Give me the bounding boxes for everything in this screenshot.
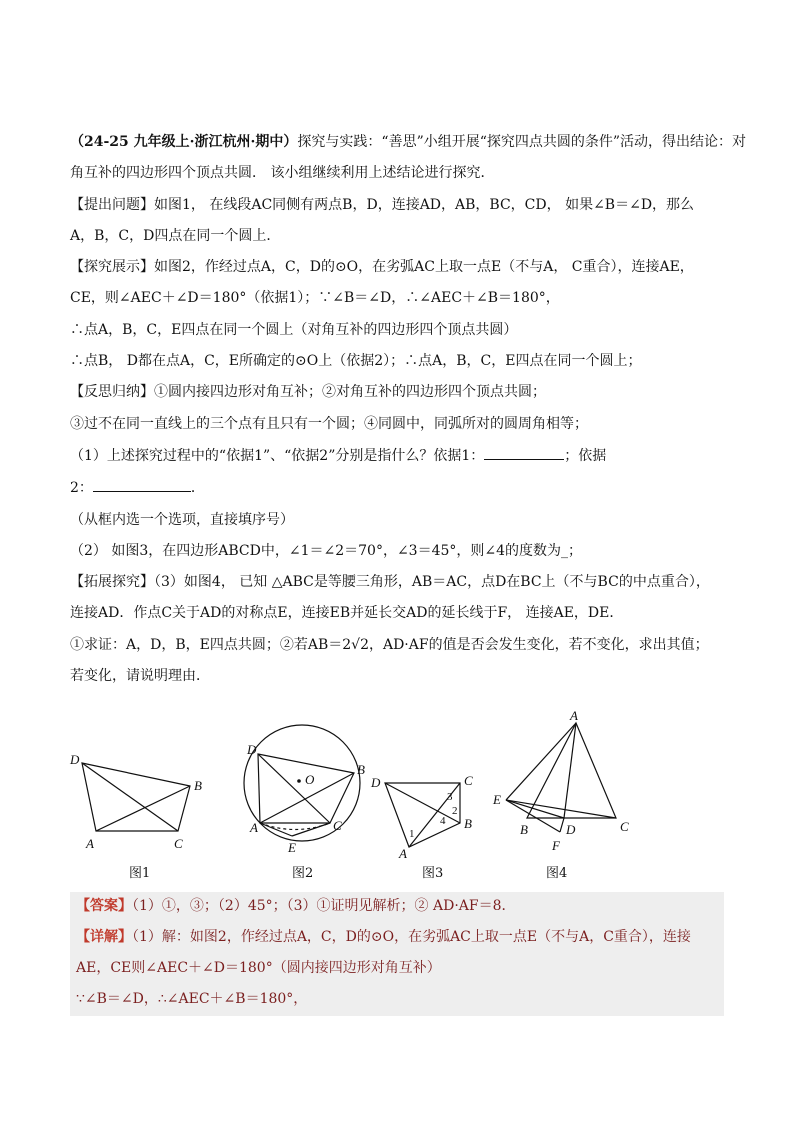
fig4-label-d: D bbox=[566, 822, 576, 837]
detail-line bbox=[76, 927, 691, 947]
segment-AE bbox=[506, 723, 576, 800]
raise-line bbox=[70, 195, 726, 215]
ext-label: 【拓展探究】 bbox=[70, 574, 154, 591]
detail-line-2: AE，CE则∠AEC＋∠D＝180°（圆内接四边形对角互补） bbox=[76, 960, 441, 976]
fig3-label-d: D bbox=[371, 775, 381, 790]
detail-label: 【详解】 bbox=[76, 929, 132, 945]
fig4-label-a: A bbox=[570, 708, 578, 723]
fig3-angle-3: 3 bbox=[447, 791, 453, 803]
center-o-dot bbox=[297, 779, 301, 783]
reflect-text: ①圆内接四边形对角互补；②对角互补的四边形四个顶点共圆； bbox=[154, 384, 546, 401]
figure-4-caption: 图4 bbox=[546, 866, 568, 881]
figures-row bbox=[60, 708, 740, 883]
fig3-angle-2: 2 bbox=[452, 805, 458, 817]
triangle-ABC bbox=[527, 723, 616, 818]
q1b-text: 2： bbox=[70, 480, 93, 497]
detail-line-3: ∵∠B＝∠D，∴∠AEC＋∠B＝180°， bbox=[76, 991, 308, 1007]
q1b-after: ． bbox=[190, 480, 205, 497]
answer-box bbox=[70, 892, 724, 1016]
question-2: （2） 如图3，在四边形ABCD中，∠1＝∠2＝70°，∠3＝45°，则∠4的度数为_； bbox=[70, 542, 583, 559]
reflect-label: 【反思归纳】 bbox=[70, 384, 154, 401]
intro-text: 探究与实践：“善思”小组开展“探究四点共圆的条件”活动，得出结论：对 bbox=[297, 134, 747, 150]
fig1-label-d: D bbox=[70, 752, 80, 767]
fig3-angle-4: 4 bbox=[440, 815, 446, 827]
show-line bbox=[70, 257, 726, 277]
intro-line-2: 角互补的四边形四个顶点共圆． 该小组继续利用上述结论进行探究． bbox=[70, 165, 495, 182]
answer-blank-1[interactable] bbox=[484, 445, 564, 460]
fig2-label-d: D bbox=[247, 742, 257, 757]
diagonal-AB bbox=[96, 786, 190, 831]
extension-line-4: 若变化，请说明理由． bbox=[70, 668, 210, 685]
quad-DBCA bbox=[258, 754, 354, 823]
question-1b bbox=[70, 477, 726, 498]
fig1-label-a: A bbox=[86, 836, 94, 851]
figure-2-caption: 图2 bbox=[292, 866, 314, 881]
figure-3-caption: 图3 bbox=[422, 866, 444, 881]
fig1-label-b: B bbox=[194, 778, 202, 793]
intro-line bbox=[70, 132, 747, 152]
fig1-label-c: C bbox=[174, 836, 183, 851]
raise-line-2: A，B，C，D四点在同一个圆上． bbox=[70, 227, 281, 244]
ext-text: （3）如图4， 已知 △ABC是等腰三角形，AB＝AC，点D在BC上（不与BC的中点重合）， bbox=[154, 574, 710, 591]
extension-DF bbox=[560, 818, 564, 832]
figure-4-diagram bbox=[490, 708, 660, 860]
quad-ADCB bbox=[82, 763, 190, 831]
figure-2-diagram bbox=[235, 708, 370, 860]
answer-label: 【答案】 bbox=[76, 898, 132, 914]
segment-EC bbox=[506, 800, 616, 818]
fig4-label-e: E bbox=[493, 792, 501, 807]
question-1-note: （从框内选一个选项，直接填序号） bbox=[70, 511, 294, 528]
fig4-label-b: B bbox=[520, 822, 528, 837]
fig3-label-c: C bbox=[464, 773, 473, 788]
figure-3-diagram bbox=[363, 768, 483, 860]
source-tag: （24-25 九年级上·浙江杭州·期中） bbox=[70, 134, 298, 150]
diagonal-DB bbox=[385, 783, 460, 823]
fig2-label-b: B bbox=[357, 762, 365, 777]
show-line-4: ∴点B， D都在点A，C，E所确定的⊙O上（依据2）；∴点A，B，C，E四点在同一个圆上； bbox=[70, 353, 642, 370]
fig2-label-o: O bbox=[305, 772, 315, 787]
show-text: 如图2，作经过点A，C，D的⊙O，在劣弧AC上取一点E（不与A， C重合），连接AE， bbox=[154, 259, 694, 276]
segment-AE bbox=[260, 823, 292, 836]
show-line-2: CE，则∠AEC＋∠D＝180°（依据1）；∵∠B＝∠D，∴∠AEC＋∠B＝180°， bbox=[70, 290, 560, 307]
fig3-angle-1: 1 bbox=[409, 828, 415, 840]
fig4-label-c: C bbox=[620, 819, 629, 834]
segment-AD bbox=[564, 723, 576, 818]
raise-label: 【提出问题】 bbox=[70, 196, 154, 213]
figure-1-diagram bbox=[60, 748, 220, 858]
raise-text: 如图1， 在线段AC同侧有两点B，D，连接AD，AB，BC，CD， 如果∠B＝∠D，那么 bbox=[154, 196, 695, 213]
fig3-label-b: B bbox=[464, 816, 472, 831]
show-line-3: ∴点A，B，C，E四点在同一个圆上（对角互补的四边形四个顶点共圆） bbox=[70, 321, 518, 338]
figure-1-caption: 图1 bbox=[129, 866, 151, 881]
answer-blank-2[interactable] bbox=[93, 477, 191, 492]
detail-text: （1）解：如图2，作经过点A，C，D的⊙O，在劣弧AC上取一点E（不与A，C重合），连接 bbox=[132, 929, 691, 945]
problem-text bbox=[70, 132, 747, 697]
q1-text: （1）上述探究过程中的“依据1”、“依据2”分别是指什么？依据1： bbox=[70, 447, 485, 464]
fig2-label-e: E bbox=[288, 840, 296, 855]
answer-text: （1）①，③；（2）45°；（3）①证明见解析；② AD·AF＝8． bbox=[132, 898, 516, 914]
question-1 bbox=[70, 445, 726, 466]
extension-line-3: ①求证：A，D，B，E四点共圆；②若AB＝2√2，AD·AF的值是否会发生变化，若不变化，求出其值； bbox=[70, 636, 709, 653]
reflect-line bbox=[70, 382, 726, 402]
show-label: 【探究展示】 bbox=[70, 259, 154, 276]
reflect-line-2: ③过不在同一直线上的三个点有且只有一个圆；④同圆中，同弧所对的圆周角相等； bbox=[70, 415, 588, 432]
fig4-label-f: F bbox=[552, 838, 560, 853]
q1-after: ；依据 bbox=[564, 447, 607, 464]
arc-AC bbox=[260, 823, 330, 830]
fig2-label-a: A bbox=[250, 820, 258, 835]
answer-line bbox=[76, 896, 516, 916]
extension-line-2: 连接AD．作点C关于AD的对称点E，连接EB并延长交AD的延长线于F， 连接AE，DE． bbox=[70, 605, 624, 622]
extension-line bbox=[70, 572, 726, 592]
diagonal-DC bbox=[258, 754, 330, 823]
fig3-label-a: A bbox=[399, 846, 407, 860]
fig2-label-c: C bbox=[333, 818, 342, 833]
